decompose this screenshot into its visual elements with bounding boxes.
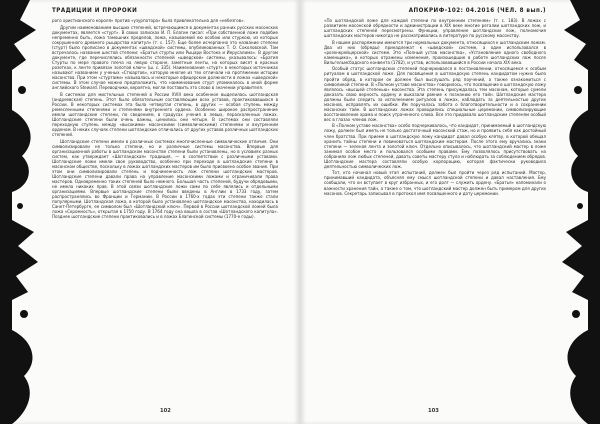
paragraph: Тот, кто начинал новый этап испытаний, должен был пройти через ряд испытаний. Мастер, принимавший кандидата, объяснял ему смысл шотландской степени и давал наставления. Ему сообщали, что он вступает в круг избранных, и его долг — служить ордену. «Братья» напоминали о важности хранения тайн, а также о том, что шотландский мастер должен быть примером для других масонов. Секретарь записывал в протокол имя посвященного и дату церемонии. — [324, 170, 546, 196]
running-head: АПОКРИФ-102: 04.2016 (ЧЕЛ. 8 вып.) — [408, 7, 546, 14]
paragraph: Шотландские степени имели в различных системах многочисленные символические отличия. Они символизировали не только степени, но и различные системы масонства. Впервые для организационной работы в шотландском масонстве степени были установлены, но в условиях разных систем, как утверждает «Шотландская» традиция, — в соответствии с различными уставами. Шотландские ложи имели свое руководство, особенно при переходе в шотландские степени в масонском обществе, поскольку в ложах шотландских мастеров им было присвоено особое звание. При этом они символизировали степень и подчиненность лож степени шотландских мастеров. Шотландские степени давали права на управление масонскими ложами и ограничивали права мастеров. Одновременно таких степеней было немного. Большая часть степеней, будучи обрядовыми, не имела никаких прав. В этой связи шотландские ложи сами по себе являлись и отдельными организациями. Впервые шотландские степени были введены в Англии в 1733 году, затем распространялись во Франции и Германии. В России в 1760-х годах эти степени также стали популярными. Шотландская ложа, в которой было установлено шотландское масонство, находилась в Санкт-Петербурге, ее символом был «Шотландский ключ». Первой в России шотландской ложей была ложа «Скромность», открытая в 1750 году. В 1764 году она вошла в состав «Шотландского капитула». Позднее шотландские степени практиковались и в ложах Елагинской системы (1770-е годы). — [52, 138, 278, 220]
body-text — [324, 18, 546, 394]
paragraph: Особый статус шотландских степеней подчеркивался в постановлении, относящемся к особым ритуалам в шотландской ложе. Для посвящения в шотландскую степень кандидатом нужно было пройти обряд, в котором он должен был выслушать ряд поучений, а также ознакомиться с символикой степени. В «Полном уставе масонства» говорилось, что посвящение в шотландскую ложу являлось «высшей степенью» масонства. Эта степень присуждалась тем масонам, которые сумели доказать свою верность ордену и выказали рвение к познанию его тайн. Шотландские мастера должны были следить за исполнением ритуалов в ложах, наблюдать за деятельностью других масонов, исправлять их ошибки. Им поручалась забота о благотворительности и о сохранении масонских тайн. В шотландских ложах проводились специальные церемонии, символизирующие восстановление храма и поиск утраченного слова. Все это придавало шотландским степеням особый вес в глазах членов лож. — [324, 66, 546, 122]
ornament-border-right — [556, 0, 600, 424]
ornament-border-left — [0, 0, 44, 424]
paragraph: В «Полном уставе масонства» особо подчеркивалось, что кандидат, принимаемый в шотландскую ложу, должен был иметь не только достаточный масонский стаж, но и проявить себя как достойный член братства. При приеме в шотландскую ложу кандидат давал особую клятву, в которой обещал хранить тайны степени и повиноваться шотландским мастерам. После этого ему вручались знаки степени — зеленая лента и золотой ключ. Отдельно описывалось, что шотландский мастер в ложе занимал особое место и пользовался особыми правами. Ему позволялось присутствовать на собраниях лож любых степеней, давать советы мастеру стула и наблюдать за соблюдением обрядов. Шотландские мастера составляли особую корпорацию, которая фактически руководила деятельностью символических лож. — [324, 123, 546, 169]
body-text — [52, 18, 278, 394]
page-number: 102 — [160, 408, 171, 414]
running-head: ТРАДИЦИИ И ПРОРОКИ — [52, 7, 138, 14]
right-page — [300, 0, 600, 424]
paragraph: В нашем распоряжении имеются три нормальных документа, относящихся к шотландским ложам. Два из них (обряды) принадлежат к «шведской» системе, а один использовался в «розенкрейцерской» системе. Это «Полный устав масонства», «Установление одного свободного каменщика», в которых отражены изменения, произошедшие в работе шотландских лож после Вильгельмсбадского конвента (1782), и устав, использовавшийся в России начала XIX века. — [324, 39, 546, 65]
page-number: 103 — [428, 408, 439, 414]
paragraph: «По шотландской ложе для каждой степени по внутренним степеням» (т. с. 183). В ложах с развитием масонской обрядности и администрации в XIX веке многие регалии шотландских лож, и шотландских степеней пересмотрены. Функции, управление шотландских лож, полномочия шотландских мастеров никогда не рассматривались в литературе по русскому масонству. — [324, 18, 546, 39]
paragraph: В системах для мистельных степеней в России XVIII века особенное выделилась шотландская (андреевская) степень. Этот было обязательным составляющим всех уставов, практиковавшихся в России. В некоторых системах эта была четвертая степень, в других — особая ступень между ремесленными степенями и степенями внутреннего ордена. Особенно широкое распространение имели шотландские степени, по сведениям, в градусах учения в левых, пераскаленных ложах. Шотландские степени были очень важны, ценились они четыре. В системах они составляли переходную ступень между «высокими» масонскими (символическими) степенями и внутренним орденом. В неких случаях степени шотландские отличались от других уставов различных шотландских степеней. — [52, 91, 278, 138]
paragraph: рого христианского короля» против «узурпатора» была привлекательна для «небезгов». — [52, 18, 245, 23]
paragraph: Другим наименованием высших степеней, встречающимся в документах ранних русских масонских документах, является «стурт». В своих записках И. П. Елагин писал: «При собственной ложе подобие непременно быть, ложа тамошних пределов, ложа, называемой ею особою или стуркою, из которых сокрушенного древнего рыцарства капитул» (т. с. 157). Еще более исчерпанно это название степени (стурт) было прописано в документах «шведской» системы, опубликованных Т. О. Соколовской. Там встречалось название шестой степени: «Братья стурты или Рыцари Востока и Иерусалима». В другом документе, где перечислялись обязанности степеней «шведской» системы, указывалось: «Братия Стурты по мере правого плеча на левую стороне, заметные ленты, на которых висят в красных розетках, к ленте привязан золотой ключ» (ш. с. 335). Наименование «стурт» в некоторых источниках называют названием у ученых «Стюартов», которую многие из тех отличали на протяжении истории масонства. При этом «стуртами» называлась и некоторые офицерские должности в ложах «шведской» системы. В этом случае можно предположить, что наименование стурт упоминалось в иной форме английского Steward. Переводчики, вероятно, могли поставить это слово в значении управителя. — [52, 24, 278, 91]
